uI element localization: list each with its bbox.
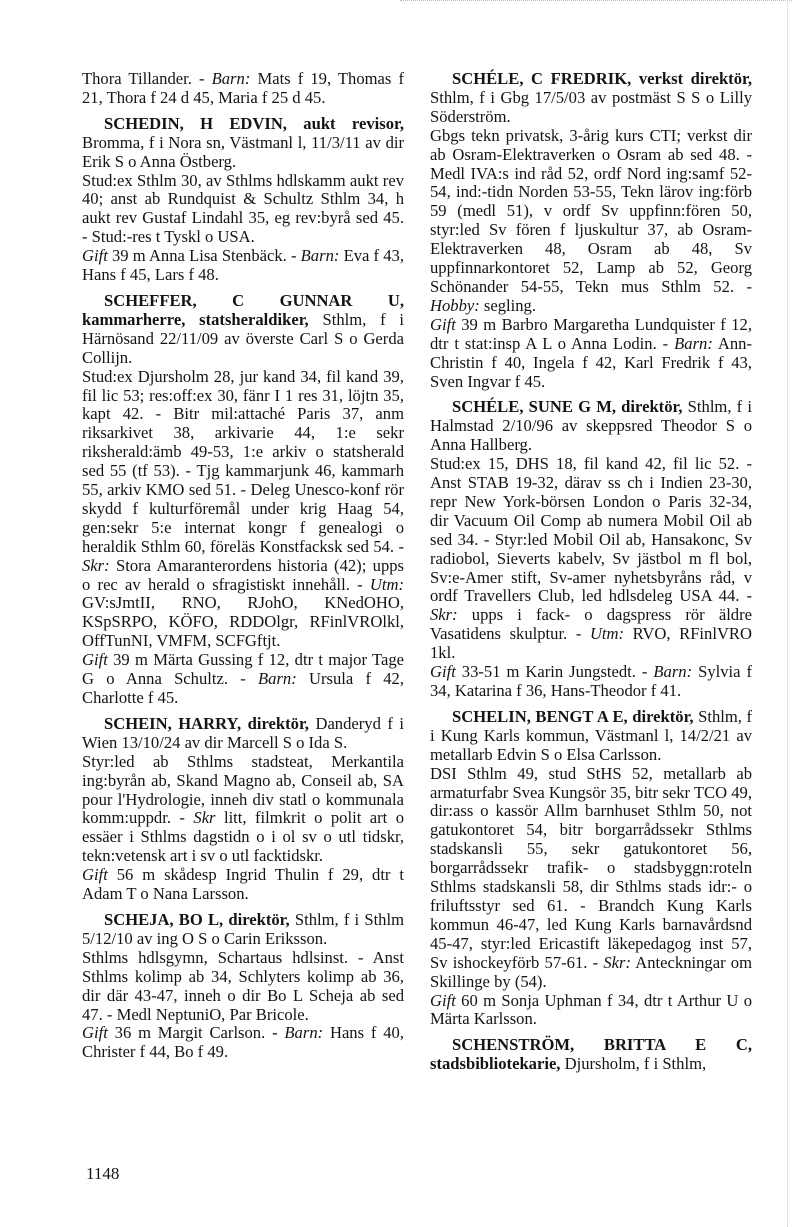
paragraph-text: GV:sJmtII, RNO, RJohO, KNedOHO, KSpSRPO, KÖFO, RDDOlgr, RFinlVROlkl, OffTunNI, VMFM, SCFGftjt. (82, 593, 404, 651)
entry-intro: Djursholm, f i Sthlm, (560, 1054, 707, 1074)
entry-header (82, 115, 404, 172)
entry-title: direktör, (616, 397, 683, 417)
gift-paragraph (430, 992, 752, 1030)
right-column (430, 70, 752, 1081)
entry-header (430, 708, 752, 765)
paragraph-label: Utm: (369, 574, 404, 594)
gift-label: Gift (82, 1023, 108, 1043)
paragraph-text: segling. (479, 295, 536, 315)
biography-entry (82, 292, 404, 708)
page-number: 1148 (86, 1164, 120, 1183)
paragraph-label: Skr: (603, 952, 631, 972)
entry-name: SCHELIN, BENGT A E, (452, 706, 628, 726)
gift-paragraph (82, 1024, 404, 1062)
entry-header (82, 911, 404, 949)
entry-header (82, 70, 404, 108)
biography-entry (82, 911, 404, 1062)
paragraph-text: RVO, RFinlVRO 1kl. (430, 624, 752, 663)
left-column (82, 70, 404, 1069)
gift-label: Gift (430, 314, 456, 334)
gift-label: Gift (82, 246, 108, 266)
paragraph-text: DSI Sthlm 49, stud StHS 52, metallarb ab armaturfabr Svea Kungsör 35, bitr sekr TCO 49, dir:ass o kassör Allm barnhuset Sthlm 50, not gatukontoret 54, bitr borgarrådssekr Sthlms stadskansli 55, sekr gatukontoret 56, borgarrådssekr trafik- o stadsbyggn:roteln Sthlms stadskansli 58, dir Sthlms stads idr:- o friluftsstyr sed 61. - Brandch Kung Karls kommun 46-47, led Kung Karls barnavårdsnd 45-47, styr:led Ericastift läkepedagog inst 57, Sv ishockeyförb 57-61. - (430, 763, 752, 972)
gift-label: Gift (82, 650, 108, 670)
entry-name: SCHEDIN, H EDVIN, (104, 113, 287, 133)
entry-header (430, 398, 752, 455)
entry-header (82, 715, 404, 753)
gift-label: Gift (82, 865, 108, 885)
entry-paragraph (82, 172, 404, 248)
entry-paragraph (82, 368, 404, 652)
entry-paragraph (82, 949, 404, 1025)
biography-entry (82, 715, 404, 904)
barn-label: Barn: (211, 69, 251, 88)
gift-text: 39 m Märta Gussing f 12, dtr t major Tage G o Anna Schultz. - (82, 650, 404, 689)
barn-label: Barn: (674, 333, 713, 353)
biography-entry (430, 708, 752, 1029)
paragraph-text: Gbgs tekn privatsk, 3-årig kurs CTI; verkst dir ab Osram-Elektraverken o Osram ab sed 48. - Medl IVA:s ind råd 52, ordf Nord ing:samf 52-54, ind:-tidn Norden 53-55, Tekn lärov ing:förb 59 (medl 51), v ordf Sv uppfinn:fören 50, styr:led Sv fören f ljuskultur 37, ab Osram-Elektraverken 48, Osram ab 48, Sv uppfinnarkontoret 52, Lamp ab 52, Georg Schönander 54-55, Tekn mus Sthlm 52. - (430, 125, 752, 296)
entry-header (430, 70, 752, 127)
biography-entry (430, 398, 752, 701)
gift-text: 56 m skådesp Ingrid Thulin f 29, dtr t Adam T o Nana Larsson. (82, 865, 404, 904)
entry-paragraph (430, 765, 752, 992)
gift-text: 39 m Anna Lisa Stenbäck. - (107, 246, 301, 266)
paragraph-label: Hobby: (430, 295, 480, 315)
barn-label: Barn: (284, 1023, 324, 1043)
paragraph-label: Skr: (430, 605, 458, 625)
entry-intro: Sthlm, f i Halmstad 2/10/96 av skeppsred Theodor S o Anna Hallberg. (430, 397, 752, 455)
barn-text: Ursula f 42, Charlotte f 45. (82, 669, 404, 707)
biography-entry (82, 70, 404, 108)
paragraph-label: Utm: (589, 624, 625, 644)
entry-title: verkst direktör, (631, 69, 752, 88)
gift-label: Gift (430, 662, 456, 682)
page-edge-right (787, 0, 789, 1227)
paragraph-text: Stud:ex Sthlm 30, av Sthlms hdlskamm aukt rev 40; anst ab Rundquist & Schultz Sthlm 34, h aukt rev Gustaf Lindahl 35, eg rev:byrå sed 45. - Stud:-res t Tyskl o USA. (82, 170, 404, 247)
page-edge-top (400, 0, 792, 2)
biography-entry (430, 1036, 752, 1074)
gift-text: 60 m Sonja Uphman f 34, dtr t Arthur U o Märta Karlsson. (430, 990, 752, 1029)
entry-header (82, 292, 404, 368)
paragraph-text: Stud:ex 15, DHS 18, fil kand 42, fil lic 52. - Anst STAB 19-32, därav ss ch i Indien 23-30, repr New York-börsen London o Paris 32-34, dir Vacuum Oil Comp ab numera Mobil Oil ab sed 34. - Styr:led Mobil Oil ab, Hansakonc, Sv radiobol, Sieverts kabelv, Sv jästbol m fl bol, Sv:e-Amer stift, Sv-amer nyhetsbyråns råd, v ordf Travellers Club, led hdlsdeleg USA 44. - (430, 454, 752, 606)
paragraph-text: Anteckningar om Skillinge by (54). (430, 952, 752, 991)
barn-text: Eva f 43, Hans f 45, Lars f 48. (82, 246, 404, 285)
entry-paragraph (430, 455, 752, 663)
entry-name: SCHEFFER, C GUNNAR U, (104, 290, 404, 310)
paragraph-text: Sthlms hdlsgymn, Schartaus hdlsinst. - Anst Sthlms kolimp ab 34, Schlyters kolimp ab 36, dir där 43-47, inneh o dir Bo L Scheja ab sed 47. - Medl NeptuniO, Par Bricole. (82, 947, 404, 1024)
gift-text: 33-51 m Karin Jungstedt. - (455, 662, 654, 682)
entry-intro: Thora Tillander. - (82, 69, 212, 88)
barn-text: Sylvia f 34, Katarina f 36, Hans-Theodor f 41. (430, 662, 752, 700)
entry-title: direktör, (223, 909, 290, 929)
gift-paragraph (430, 663, 752, 701)
gift-paragraph (82, 866, 404, 904)
entry-paragraph (430, 127, 752, 316)
entry-title: direktör, (241, 713, 309, 733)
entry-name: SCHÉLE, C FREDRIK, (452, 69, 632, 88)
entry-intro: Sthlm, f i Sthlm 5/12/10 av ing O S o Carin Eriksson. (82, 909, 404, 948)
paragraph-text: Styr:led ab Sthlms stadsteat, Merkantila ing:byrån ab, Skand Magno ab, Conseil ab, SA pour l'Hydrologie, inneh div statl o kommunala komm:uppdr. - (82, 751, 404, 828)
entry-name: SCHENSTRÖM, BRITTA E C, (452, 1035, 752, 1055)
gift-label: Gift (430, 990, 456, 1010)
entry-intro: Sthlm, f i Härnösand 22/11/09 av överste Carl S o Gerda Collijn. (82, 309, 405, 367)
entry-title: stadsbibliotekarie, (430, 1054, 561, 1074)
paragraph-label: Skr: (82, 555, 110, 575)
barn-label: Barn: (653, 662, 693, 682)
paragraph-text: Stud:ex Djursholm 28, jur kand 34, fil kand 39, fil lic 53; res:off:ex 30, fänr I 1 res 31, löjtn 35, kapt 42. - Bitr mil:attaché Paris 37, anm riksarkivet 38, arkivarie 44, 1:e sekr riksherald:ämb 49-53, 1:e arkiv o statsherald sed 55 (tf 53). - Tjg kammarjunk 46, kammarh 55, arkiv KMO sed 51. - Deleg Unesco-konf rör skydd f kulturföremål under krig Haag 54, gen:sekr 5:e internat kongr f genealogi o heraldik Sthlm 60, föreläs Konstfacksk sed 54. - (82, 366, 404, 556)
entry-name: SCHEIN, HARRY, (104, 713, 242, 733)
gift-paragraph (82, 651, 404, 708)
entry-title: kammarherre, statsheraldiker, (82, 309, 309, 329)
paragraph-label: Skr (193, 808, 216, 828)
gift-paragraph (430, 316, 752, 392)
barn-text: Hans f 40, Christer f 44, Bo f 49. (82, 1023, 404, 1062)
gift-paragraph (82, 247, 404, 285)
biography-entry (82, 115, 404, 285)
barn-text: Mats f 19, Thomas f 21, Thora f 24 d 45, Maria f 25 d 45. (82, 69, 404, 107)
entry-paragraph (82, 753, 404, 866)
barn-text: Ann-Christin f 40, Ingela f 42, Karl Fredrik f 43, Sven Ingvar f 45. (430, 333, 752, 391)
entry-intro: Danderyd f i Wien 13/10/24 av dir Marcell S o Ida S. (82, 713, 404, 752)
entry-intro: Sthlm, f i Gbg 17/5/03 av postmäst S S o Lilly Söderström. (430, 87, 752, 126)
barn-label: Barn: (300, 246, 340, 266)
paragraph-text: litt, filmkrit o polit art o essäer i Sthlms dagstidn o i ol sv o utl tidskr, tekn:vetensk art i sv o utl facktidskr. (82, 808, 404, 866)
paragraph-text: Stora Amaranterordens historia (42); upps o rec av herald o sfragistiskt innehåll. - (82, 555, 404, 594)
biography-entry (430, 70, 752, 391)
entry-header (430, 1036, 752, 1074)
paragraph-text: upps i fack- o dagspress rör äldre Vasatidens skulptur. - (430, 605, 752, 644)
entry-intro: Sthlm, f i Kung Karls kommun, Västmanl l, 14/2/21 av metallarb Edvin S o Elsa Carlsson. (430, 706, 753, 764)
gift-text: 36 m Margit Carlson. - (107, 1023, 285, 1043)
entry-intro: Bromma, f i Nora sn, Västmanl l, 11/3/11 av dir Erik S o Anna Östberg. (82, 132, 404, 171)
gift-text: 39 m Barbro Margaretha Lundquister f 12, dtr t stat:insp A L o Anna Lodin. - (430, 314, 752, 353)
entry-name: SCHÉLE, SUNE G M, (452, 397, 616, 417)
entry-name: SCHEJA, BO L, (104, 909, 224, 929)
entry-title: aukt revisor, (286, 113, 404, 133)
entry-title: direktör, (627, 706, 694, 726)
barn-label: Barn: (258, 669, 297, 689)
